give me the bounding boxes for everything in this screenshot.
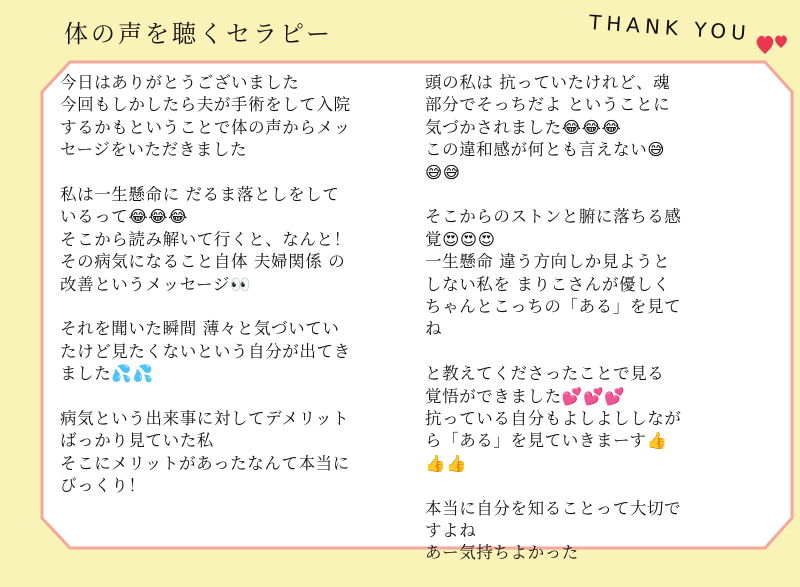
right-column	[425, 72, 775, 587]
message-line: ね	[425, 319, 443, 339]
message-line: それを聞いた瞬間 薄々と気づいてい	[60, 319, 340, 339]
message-paragraph	[60, 72, 410, 162]
message-line: そこにメリットがあったなんて本当に	[60, 453, 350, 473]
hearts-icon	[755, 30, 791, 58]
thank-you-text: THANK YOU	[588, 10, 752, 46]
message-line: しない私を まりこさんが優しく	[425, 274, 671, 294]
message-line: 一生懸命 違う方向しか見ようと	[425, 252, 671, 272]
page-title: 体の声を聴くセラピー	[64, 20, 334, 48]
message-paragraph	[425, 498, 775, 565]
message-line: 覚😍😍😍	[425, 229, 496, 249]
left-column	[60, 72, 410, 520]
message-line: 本当に自分を知ることって大切で	[425, 498, 682, 518]
message-line: びっくり！	[60, 476, 146, 496]
message-line: その病気になること自体 夫婦関係 の	[60, 252, 346, 272]
message-line: この違和感が何とも言えない😅	[425, 140, 666, 160]
message-line: 😅😅	[425, 162, 461, 182]
message-line: と教えてくださったことで見る	[425, 364, 665, 384]
message-paragraph	[60, 408, 410, 498]
message-line: ばっかり見ていた私	[60, 431, 214, 451]
message-line: 頭の私は 抗っていたけれど、魂	[425, 73, 671, 92]
message-line: そこから読み解いて行くと、なんと！	[60, 229, 351, 249]
message-line: ら「ある」を見ていきまーす👍	[425, 431, 668, 451]
message-paragraph	[60, 184, 410, 296]
message-line: 気づかされました😂😂😂	[425, 117, 622, 137]
message-card	[40, 60, 795, 563]
message-line: 抗っている自分もよしよししなが	[425, 409, 682, 429]
message-line: 👍👍	[425, 453, 468, 473]
message-line: 改善というメッセージ👀	[60, 274, 252, 294]
message-line: そこからのストンと腑に落ちる感	[425, 207, 682, 227]
message-paragraph	[60, 318, 410, 385]
message-line: あー気持ちよかった	[425, 543, 579, 563]
message-line: いるって😂😂😂	[60, 207, 189, 227]
message-line: 今回もしかしたら夫が手術をして入院	[60, 95, 351, 115]
message-paragraph	[425, 363, 775, 475]
message-line: 私は一生懸命に だるま落としをして	[60, 185, 340, 205]
message-line: ました💦💦	[60, 364, 154, 384]
message-line: 覚悟ができました💕💕💕	[425, 386, 626, 406]
message-line: 部分でそっちだよ ということに	[425, 95, 671, 115]
message-line: するかもということで体の声からメッ	[60, 117, 351, 137]
message-line: すよね	[425, 521, 477, 541]
message-line: 病気という出来事に対してデメリット	[60, 409, 350, 429]
message-line: ちゃんとこっちの「ある」を見て	[425, 297, 682, 317]
message-line: セージをいただきました	[60, 140, 248, 160]
message-paragraph	[425, 72, 775, 184]
message-line: 今日はありがとうございました	[60, 73, 300, 92]
message-line: たけど見たくないという自分が出てき	[60, 341, 351, 361]
message-paragraph	[425, 206, 775, 340]
